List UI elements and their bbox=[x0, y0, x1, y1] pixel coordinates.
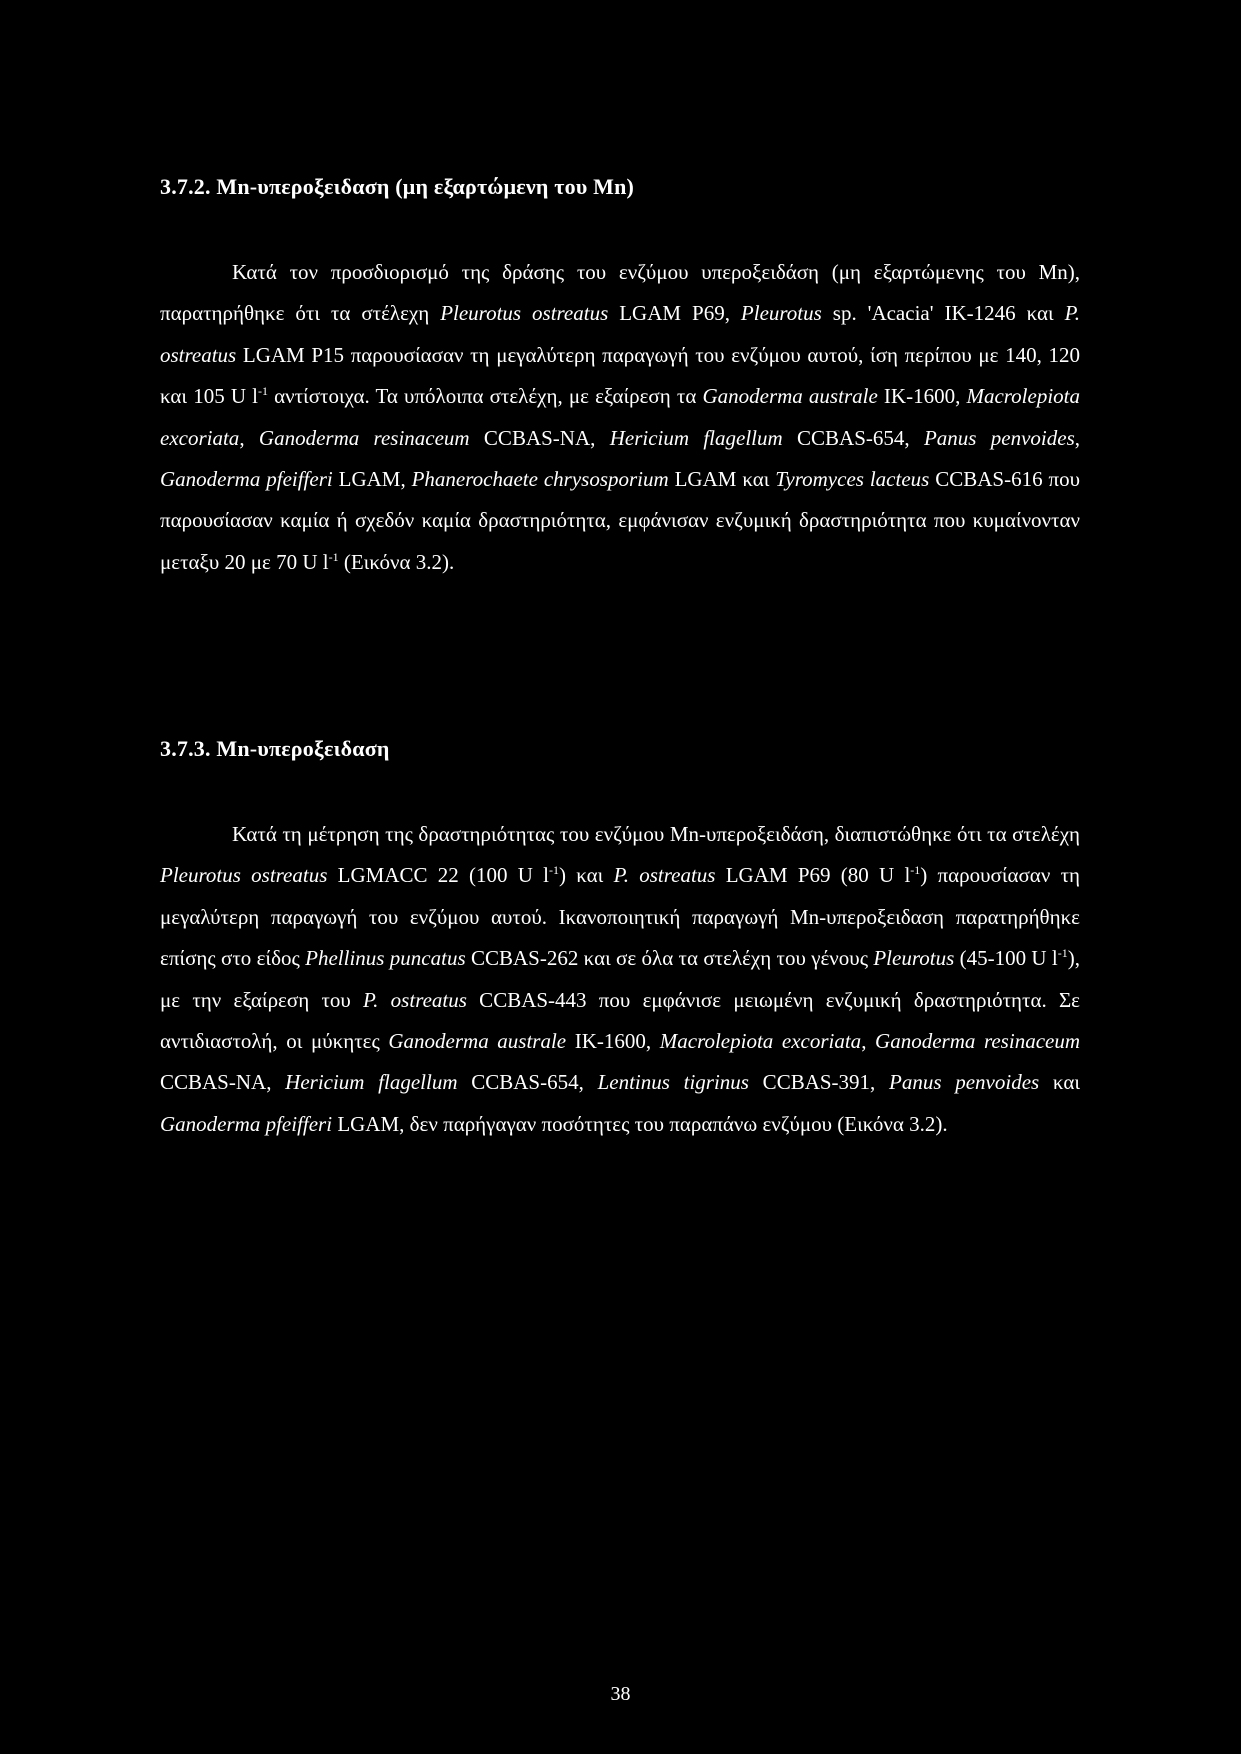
unit-exponent: -1 bbox=[549, 863, 560, 878]
section-3-7-3-paragraph bbox=[160, 814, 1080, 1145]
species-name: P. ostreatus bbox=[160, 301, 1080, 367]
unit-exponent: -1 bbox=[328, 549, 339, 564]
text-run: Κατά τη μέτρηση της δραστηριότητας του ενζύμου Mn-υπεροξειδάση, διαπιστώθηκε ότι τα στελέχη bbox=[232, 822, 1080, 846]
text-run: CCBAS-654, bbox=[457, 1070, 598, 1095]
text-run: CCBAS-654, bbox=[782, 425, 924, 450]
species-name: Macrolepiota excoriata bbox=[160, 384, 1080, 450]
unit-exponent: -1 bbox=[910, 863, 921, 878]
text-run: , bbox=[239, 425, 259, 450]
species-name: Ganoderma australe bbox=[702, 384, 878, 409]
text-run: CCBAS-NA, bbox=[160, 1070, 286, 1095]
text-run: αντίστοιχα. Τα υπόλοιπα στελέχη, με εξαίρεση τα bbox=[267, 384, 703, 409]
species-name: P. ostreatus bbox=[613, 863, 716, 888]
unit-exponent: -1 bbox=[1057, 946, 1068, 961]
text-run: (45-100 U l bbox=[954, 946, 1058, 971]
species-name: Panus penvoides bbox=[889, 1070, 1040, 1095]
species-name: Pleurotus bbox=[873, 946, 955, 971]
text-run: CCBAS-443 που εμφάνισε μειωμένη ενζυμική δραστηριότητα. Σε αντιδιαστολή, οι μύκητες bbox=[160, 987, 1080, 1054]
species-name: Pleurotus bbox=[740, 301, 822, 326]
species-name: Ganoderma resinaceum bbox=[258, 425, 470, 450]
text-run: CCBAS-616 που παρουσίασαν καμία ή σχεδόν καμία δραστηριότητα, εμφάνισαν ενζυμική δραστηριότητα που κυμαίνονταν μεταξυ 20 με 70 U l bbox=[160, 467, 1080, 574]
unit-exponent: -1 bbox=[257, 384, 268, 399]
text-run: LGAM P69, bbox=[608, 301, 741, 326]
text-run: IK-1600, bbox=[566, 1029, 660, 1054]
species-name: Phanerochaete chrysosporium bbox=[411, 467, 669, 492]
species-name: Ganoderma australe bbox=[388, 1029, 567, 1054]
species-name: Panus penvoides bbox=[923, 425, 1075, 450]
species-name: Hericium flagellum bbox=[285, 1070, 458, 1095]
species-name: Macrolepiota excoriata bbox=[659, 1029, 862, 1054]
text-run: IK-1600, bbox=[877, 384, 967, 409]
species-name: Ganoderma pfeifferi bbox=[160, 1111, 333, 1136]
text-run: CCBAS-262 και σε όλα τα στελέχη του γένους bbox=[465, 946, 874, 971]
text-run: ) παρουσίασαν τη μεγαλύτερη παραγωγή του ενζύμου αυτού. Ικανοποιητική παραγωγή Mn-υπεροξειδαση παρατηρήθηκε επίσης στο είδος bbox=[160, 863, 1080, 971]
species-name: P. ostreatus bbox=[363, 987, 467, 1012]
species-name: Pleurotus ostreatus bbox=[440, 301, 609, 326]
text-run: Κατά τον προσδιορισμό της δράσης του ενζύμου υπεροξειδάση (μη εξαρτώμενης του Mn), παρατηρήθηκε ότι τα στέλεχη bbox=[160, 260, 1080, 326]
species-name: Ganoderma pfeifferi bbox=[160, 467, 333, 492]
page-number: 38 bbox=[610, 1683, 631, 1705]
text-run: CCBAS-NA, bbox=[469, 425, 610, 450]
text-run: ) και bbox=[559, 863, 614, 888]
text-run: και bbox=[1039, 1070, 1080, 1095]
section-heading-3-7-2: 3.7.2. Mn-υπεροξειδαση (μη εξαρτώμενη του Mn) bbox=[160, 174, 635, 199]
text-run: CCBAS-391, bbox=[748, 1070, 890, 1095]
text-run: (Εικόνα 3.2). bbox=[338, 549, 455, 574]
section-heading-3-7-3: 3.7.3. Mn-υπεροξειδαση bbox=[160, 736, 390, 761]
text-run: , bbox=[861, 1029, 876, 1054]
text-run: LGAM και bbox=[668, 467, 776, 492]
species-name: Lentinus tigrinus bbox=[597, 1070, 749, 1095]
text-run: sp. 'Acacia' IK-1246 και bbox=[821, 301, 1065, 326]
text-run: LGAM P69 (80 U l bbox=[715, 863, 911, 888]
species-name: Hericium flagellum bbox=[609, 425, 783, 450]
text-run: LGAM, bbox=[332, 467, 412, 492]
text-run: , bbox=[1074, 425, 1081, 450]
text-run: ), με την εξαίρεση του bbox=[160, 946, 1080, 1012]
species-name: Pleurotus ostreatus bbox=[160, 863, 328, 888]
species-name: Ganoderma resinaceum bbox=[875, 1029, 1080, 1054]
section-3-7-2-paragraph bbox=[160, 252, 1080, 583]
text-run: LGAM, δεν παρήγαγαν ποσότητες του παραπάνω ενζύμου (Εικόνα 3.2). bbox=[332, 1111, 948, 1136]
species-name: Phellinus puncatus bbox=[305, 946, 466, 971]
species-name: Tyromyces lacteus bbox=[775, 467, 930, 492]
text-run: LGAM P15 παρουσίασαν τη μεγαλύτερη παραγωγή του ενζύμου αυτού, ίση περίπου με 140, 120 και 105 U l bbox=[160, 342, 1080, 409]
text-run: LGMACC 22 (100 U l bbox=[327, 863, 550, 888]
